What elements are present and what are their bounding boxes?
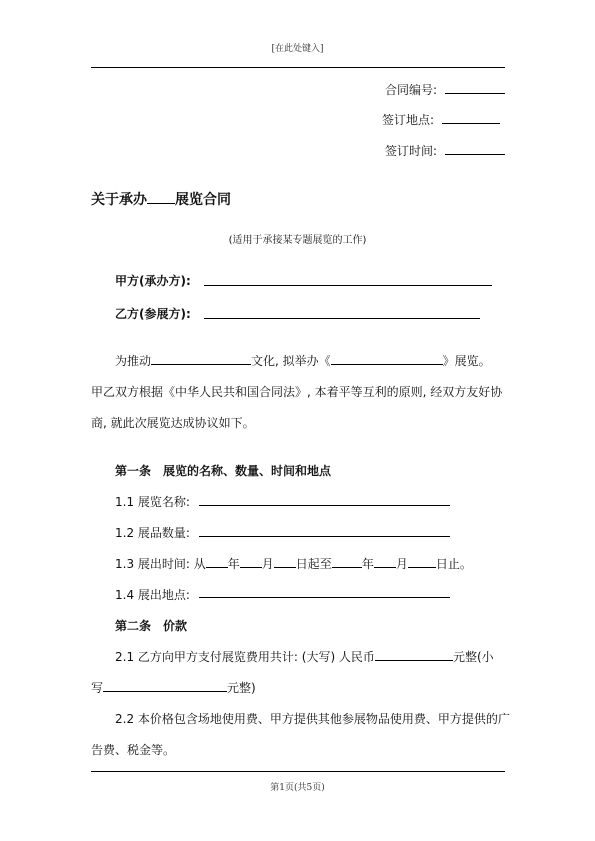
party-b-label: 乙方(参展方): [115, 307, 191, 321]
start-month-blank[interactable] [240, 556, 262, 568]
article-2-heading: 第二条 价款 [115, 619, 188, 633]
item-2-1-text: 元整) [227, 681, 256, 695]
sign-time-blank[interactable] [445, 144, 505, 155]
header-placeholder[interactable]: [在此处键入] [271, 44, 324, 54]
start-year-blank[interactable] [206, 556, 228, 568]
item-2-1-text: 2.1 乙方向甲方支付展览费用共计: (大写) 人民币 [115, 650, 375, 664]
contract-number-field [385, 81, 505, 98]
item-1-3-label: 1.3 展出时间: 从 [115, 557, 206, 571]
exhibition-name-blank[interactable] [331, 353, 443, 365]
item-1-1-label: 1.1 展览名称: [115, 495, 190, 509]
title-blank[interactable] [147, 192, 175, 204]
title-suffix: 展览合同 [175, 192, 231, 208]
item-2-1-line-1 [115, 648, 494, 665]
item-2-1-text: 元整(小 [452, 650, 494, 664]
item-2-1-line-2 [91, 679, 256, 696]
end-day-blank[interactable] [408, 556, 436, 568]
item-2-2-line-1: 2.2 本价格包含场地使用费、甲方提供其他参展物品使用费、甲方提供的广 [115, 712, 510, 726]
amount-lowercase-blank[interactable] [103, 680, 227, 692]
item-1-2-label: 1.2 展品数量: [115, 526, 190, 540]
item-1-3 [115, 555, 472, 572]
intro-line-3: 商, 就此次展览达成协议如下。 [91, 416, 255, 430]
document-title [91, 189, 231, 209]
exhibition-location-blank[interactable] [199, 597, 450, 598]
intro-line-2: 甲乙双方根据《中华人民共和国合同法》, 本着平等互利的原则, 经双方友好协 [91, 385, 503, 399]
contract-number-blank[interactable] [445, 83, 505, 94]
year-unit: 年 [361, 557, 374, 571]
exhibition-title-blank[interactable] [199, 505, 450, 506]
intro-line-1 [115, 352, 491, 369]
end-month-blank[interactable] [374, 556, 396, 568]
header-rule [91, 67, 505, 68]
to-text: 日止。 [435, 557, 472, 571]
exhibit-count-blank[interactable] [199, 536, 450, 537]
end-year-blank[interactable] [332, 556, 362, 568]
page-number: 第1页(共5页) [270, 783, 325, 793]
culture-blank[interactable] [151, 353, 251, 365]
footer-rule [91, 771, 505, 772]
item-2-2-line-2: 告费、税金等。 [91, 743, 176, 757]
intro-text: 》展览。 [442, 354, 491, 368]
amount-uppercase-blank[interactable] [375, 649, 453, 661]
sign-place-field [382, 111, 500, 128]
sign-place-blank[interactable] [442, 113, 500, 124]
sign-time-label: 签订时间: [384, 144, 437, 158]
year-unit: 年 [227, 557, 240, 571]
title-prefix: 关于承办 [91, 192, 147, 208]
intro-text: 为推动 [115, 354, 152, 368]
item-1-4-label: 1.4 展出地点: [115, 588, 190, 602]
from-text: 日起至 [295, 557, 332, 571]
month-unit: 月 [261, 557, 274, 571]
intro-text: 文化, 拟举办《 [251, 354, 331, 368]
start-day-blank[interactable] [274, 556, 296, 568]
party-a-label: 甲方(承办方): [115, 274, 191, 288]
sign-place-label: 签订地点: [381, 113, 434, 127]
sign-time-field [385, 142, 505, 159]
month-unit: 月 [395, 557, 408, 571]
contract-number-label: 合同编号: [384, 83, 437, 97]
item-2-1-text: 写 [91, 681, 104, 695]
party-b-blank[interactable] [204, 318, 480, 319]
party-a-blank[interactable] [204, 285, 492, 286]
subtitle: (适用于承接某专题展览的工作) [228, 235, 367, 246]
article-1-heading: 第一条 展览的名称、数量、时间和地点 [115, 464, 332, 478]
